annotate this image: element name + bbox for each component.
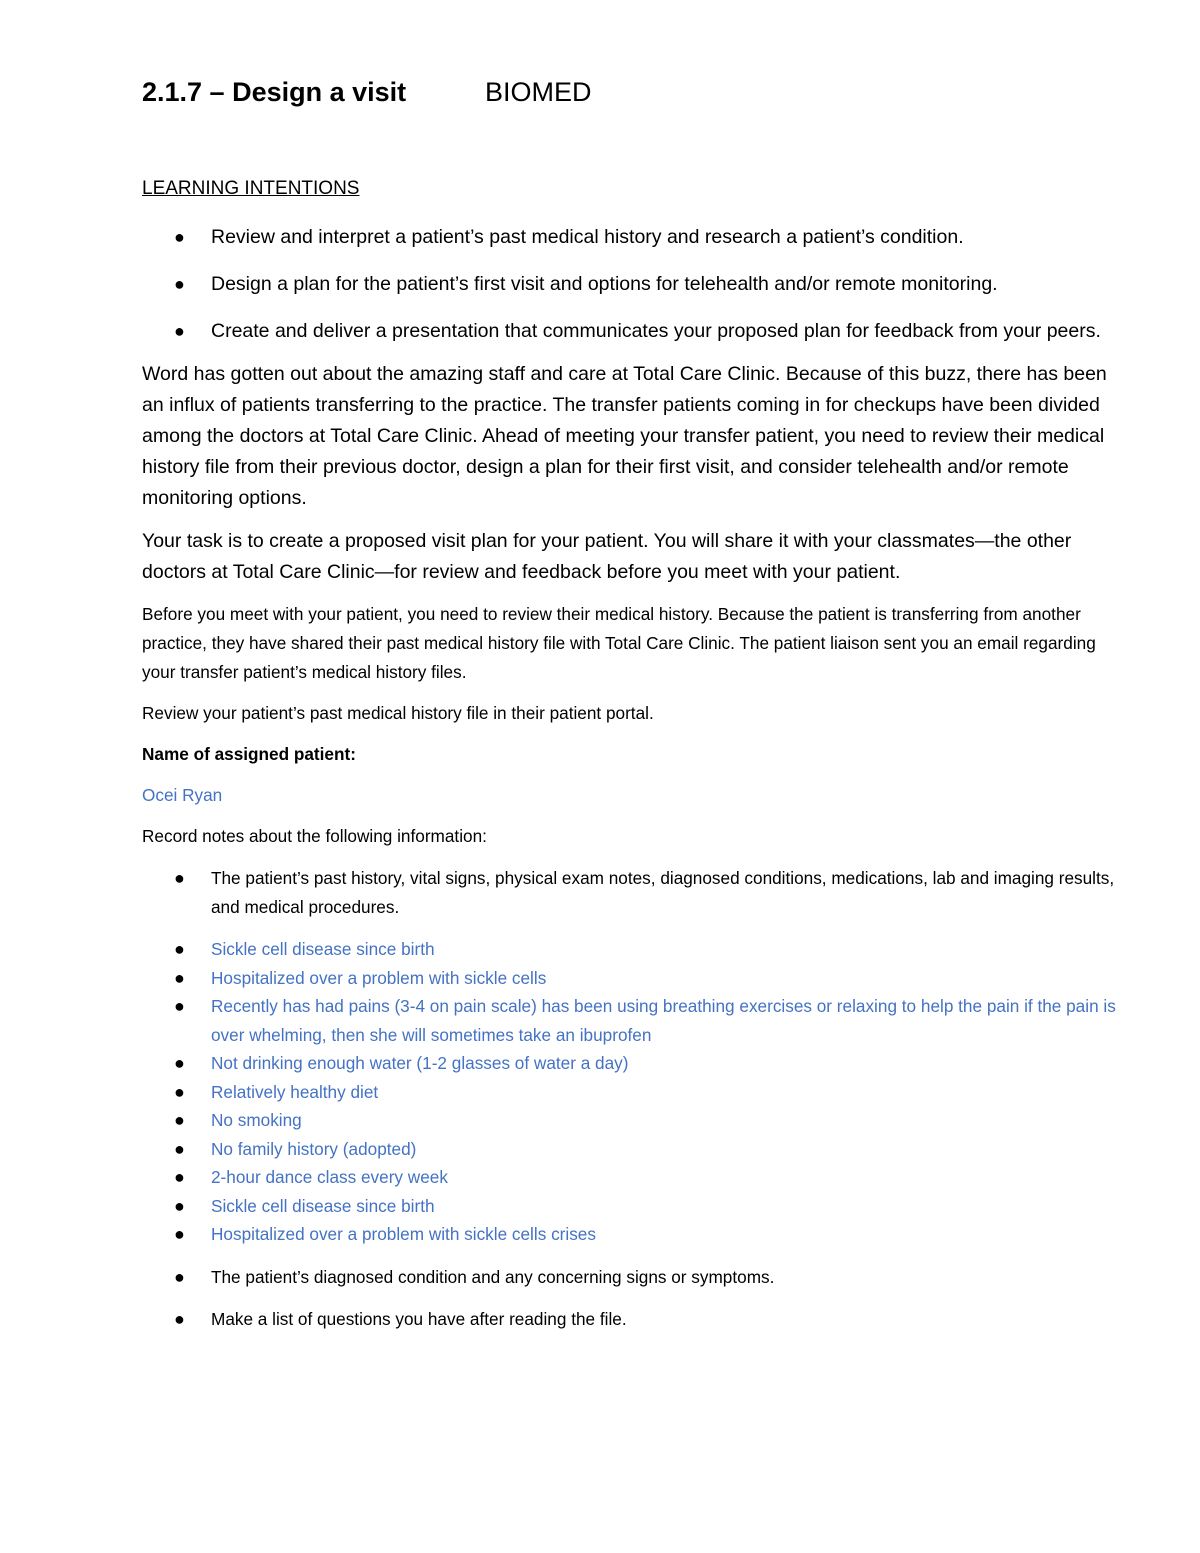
- notes-list: [142, 864, 1132, 1334]
- bullet-icon: ●: [174, 996, 185, 1016]
- bullet-icon: ●: [174, 1081, 185, 1102]
- bullet-icon: ●: [174, 227, 185, 247]
- bullet-icon: ●: [174, 868, 185, 888]
- patient-label: Name of assigned patient:: [142, 744, 356, 764]
- note-answer: No smoking: [211, 1110, 302, 1130]
- list-item: [142, 1049, 1132, 1078]
- bullet-icon: ●: [174, 321, 185, 341]
- note-answer: Not drinking enough water (1-2 glasses of water a day): [211, 1053, 629, 1073]
- bullet-icon: ●: [174, 967, 185, 988]
- list-item: [142, 1192, 1132, 1221]
- learning-intentions-heading: LEARNING INTENTIONS: [142, 178, 360, 199]
- bullet-icon: ●: [174, 1110, 185, 1130]
- list-item: [142, 1220, 1132, 1249]
- document-title: [142, 68, 1132, 116]
- note-answer: Relatively healthy diet: [211, 1081, 379, 1102]
- note-answer: Hospitalized over a problem with sickle cells: [211, 967, 547, 988]
- learning-intention-text: Design a plan for the patient’s first visit and options for telehealth and/or remote monitoring.: [211, 273, 998, 295]
- notes-intro: Record notes about the following information:: [142, 826, 487, 846]
- bullet-icon: ●: [174, 939, 185, 959]
- note-answer: 2-hour dance class every week: [211, 1167, 448, 1187]
- note-answer: Sickle cell disease since birth: [211, 1195, 435, 1216]
- note-answer: Hospitalized over a problem with sickle cells crises: [211, 1224, 596, 1244]
- bullet-icon: ●: [174, 1266, 185, 1287]
- list-item: [142, 964, 1132, 993]
- list-item: [142, 992, 1132, 1049]
- bullet-icon: ●: [174, 1224, 185, 1244]
- before-paragraph: Before you meet with your patient, you need to review their medical history. Because the patient is transferring from another practice, they have shared their past medical history file with Total Care Clinic. The patient liaison sent you an email regarding your transfer patient’s medical history files.: [142, 604, 1096, 682]
- list-item: [142, 222, 1132, 253]
- list-item: [142, 935, 1132, 964]
- list-item: [142, 269, 1132, 300]
- bullet-icon: ●: [174, 1138, 185, 1159]
- task-paragraph: Your task is to create a proposed visit plan for your patient. You will share it with your classmates—the other doctors at Total Care Clinic—for review and feedback before you meet with your patient.: [142, 530, 1072, 583]
- assignment-title: 2.1.7 – Design a visit: [142, 77, 407, 107]
- note-answer: Recently has had pains (3-4 on pain scale) has been using breathing exercises or relaxing to help the pain if the pain is over whelming, then she will sometimes take an ibuprofen: [211, 996, 1116, 1045]
- list-item: [142, 1305, 1132, 1334]
- notes-prompt: The patient’s diagnosed condition and any concerning signs or symptoms.: [211, 1266, 775, 1287]
- bullet-icon: ●: [174, 274, 185, 294]
- bullet-icon: ●: [174, 1053, 185, 1073]
- bullet-icon: ●: [174, 1167, 185, 1187]
- learning-intention-text: Review and interpret a patient’s past medical history and research a patient’s condition.: [211, 226, 964, 248]
- scenario-paragraph: Word has gotten out about the amazing staff and care at Total Care Clinic. Because of this buzz, there has been an influx of patients transferring to the practice. The transfer patients coming in for checkups have been divided among the doctors at Total Care Clinic. Ahead of meeting your transfer patient, you need to review their medical history file from their previous doctor, design a plan for their first visit, and consider telehealth and/or remote monitoring options.: [142, 363, 1107, 509]
- list-item: [142, 1078, 1132, 1107]
- document-page: [142, 68, 1132, 1334]
- note-answer: Sickle cell disease since birth: [211, 939, 435, 959]
- list-item: [142, 1135, 1132, 1164]
- notes-prompt: The patient’s past history, vital signs, physical exam notes, diagnosed conditions, medications, lab and imaging results, and medical procedures.: [211, 868, 1115, 917]
- list-item: [142, 864, 1132, 921]
- list-item: [142, 1106, 1132, 1135]
- review-paragraph: Review your patient’s past medical history file in their patient portal.: [142, 703, 654, 723]
- bullet-icon: ●: [174, 1309, 185, 1329]
- notes-prompt: Make a list of questions you have after reading the file.: [211, 1309, 627, 1329]
- list-item: [142, 316, 1132, 347]
- note-answer: No family history (adopted): [211, 1138, 417, 1159]
- bullet-icon: ●: [174, 1195, 185, 1216]
- patient-name: Ocei Ryan: [142, 785, 223, 805]
- list-item: [142, 1263, 1132, 1292]
- list-item: [142, 1163, 1132, 1192]
- course-subject: BIOMED: [485, 77, 592, 107]
- learning-intention-text: Create and deliver a presentation that communicates your proposed plan for feedback from your peers.: [211, 320, 1101, 342]
- learning-intentions-list: [142, 222, 1132, 347]
